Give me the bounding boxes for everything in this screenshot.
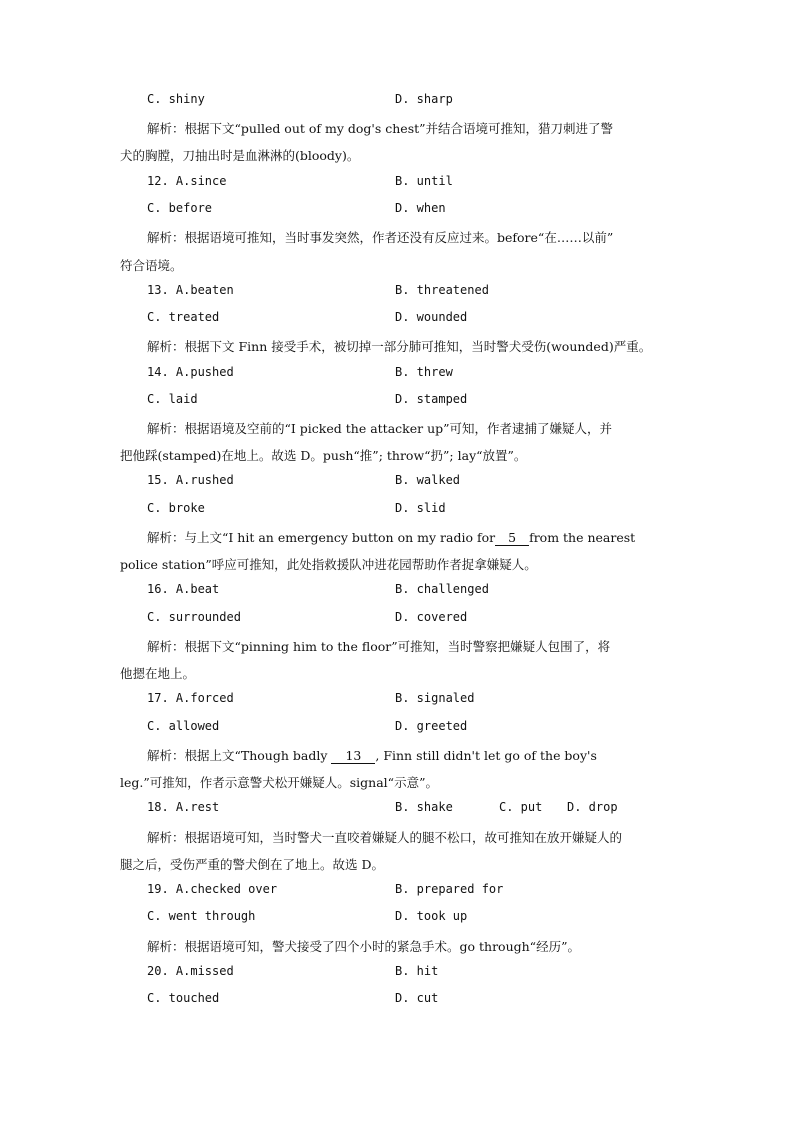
explanation-17-line1 bbox=[147, 746, 597, 764]
explanation-15-text-b: from the nearest bbox=[529, 530, 636, 545]
option-b: B. threw bbox=[395, 365, 453, 379]
explanation-17-line2: leg.”可推知，作者示意警犬松开嫌疑人。signal“示意”。 bbox=[120, 775, 438, 790]
option-d: D. slid bbox=[395, 501, 446, 515]
option-b: B. threatened bbox=[395, 283, 489, 297]
option-b: B. prepared for bbox=[395, 882, 504, 896]
option-c: C. before bbox=[147, 201, 213, 215]
explanation-13-line1: 解析：根据下文 Finn 接受手术，被切掉一部分肺可推知，当时警犬受伤(wounded)严重。 bbox=[147, 339, 652, 354]
explanation-19-line1: 解析：根据语境可知，警犬接受了四个小时的紧急手术。go through“经历”。 bbox=[147, 939, 580, 954]
explanation-15-line2: police station”呼应可推知，此处指救援队冲进花园帮助作者捉拿嫌疑人。 bbox=[120, 557, 537, 572]
explanation-12-line1: 解析：根据语境可推知，当时事发突然，作者还没有反应过来。before“在……以前” bbox=[147, 230, 614, 245]
option-b: B. walked bbox=[395, 473, 461, 487]
option-d: D. covered bbox=[395, 610, 468, 624]
option-d: D. drop bbox=[567, 800, 618, 814]
option-a: 17. A.forced bbox=[147, 691, 234, 705]
option-a: 14. A.pushed bbox=[147, 365, 234, 379]
explanation-11-line1: 解析：根据下文“pulled out of my dog's chest”并结合语境可推知，猎刀刺进了警 bbox=[147, 121, 614, 136]
option-d: D. when bbox=[395, 201, 446, 215]
explanation-11-line2: 犬的胸膛，刀抽出时是血淋淋的(bloody)。 bbox=[120, 148, 360, 163]
option-c: C. broke bbox=[147, 501, 205, 515]
option-a: 18. A.rest bbox=[147, 800, 220, 814]
explanation-18-line2: 腿之后，受伤严重的警犬倒在了地上。故选 D。 bbox=[120, 857, 384, 872]
explanation-15-text-a: 解析：与上文“I hit an emergency button on my radio for bbox=[147, 530, 496, 545]
option-c: C. treated bbox=[147, 310, 220, 324]
explanation-15-line1 bbox=[147, 528, 635, 546]
option-c: C. shiny bbox=[147, 92, 205, 106]
option-c: C. touched bbox=[147, 991, 220, 1005]
option-d: D. stamped bbox=[395, 392, 468, 406]
option-a: 13. A.beaten bbox=[147, 283, 234, 297]
option-a: 19. A.checked over bbox=[147, 882, 278, 896]
option-b: B. shake bbox=[395, 800, 453, 814]
option-b: B. hit bbox=[395, 964, 439, 978]
option-c: C. went through bbox=[147, 909, 256, 923]
option-d: D. cut bbox=[395, 991, 439, 1005]
blank-13: 13 bbox=[331, 748, 375, 764]
blank-5: 5 bbox=[495, 530, 529, 546]
explanation-12-line2: 符合语境。 bbox=[120, 258, 183, 273]
explanation-14-line1: 解析：根据语境及空前的“I picked the attacker up”可知，作者逮捕了嫌疑人，并 bbox=[147, 421, 613, 436]
option-d: D. greeted bbox=[395, 719, 468, 733]
explanation-18-line1: 解析：根据语境可知，当时警犬一直咬着嫌疑人的腿不松口，故可推知在放开嫌疑人的 bbox=[147, 830, 623, 845]
option-a: 20. A.missed bbox=[147, 964, 234, 978]
option-a: 15. A.rushed bbox=[147, 473, 234, 487]
explanation-16-line1: 解析：根据下文“pinning him to the floor”可推知，当时警察把嫌疑人包围了，将 bbox=[147, 639, 611, 654]
option-d: D. took up bbox=[395, 909, 468, 923]
explanation-17-text-a: 解析：根据上文“Though badly bbox=[147, 748, 328, 763]
option-b: B. until bbox=[395, 174, 453, 188]
explanation-17-text-b: , Finn still didn't let go of the boy's bbox=[375, 748, 597, 763]
option-a: 16. A.beat bbox=[147, 582, 220, 596]
option-b: B. challenged bbox=[395, 582, 489, 596]
option-c: C. laid bbox=[147, 392, 198, 406]
option-d: D. wounded bbox=[395, 310, 468, 324]
option-a: 12. A.since bbox=[147, 174, 227, 188]
option-b: B. signaled bbox=[395, 691, 475, 705]
explanation-14-line2: 把他踩(stamped)在地上。故选 D。push“推”; throw“扔”; lay“放置”。 bbox=[120, 448, 527, 463]
option-c: C. surrounded bbox=[147, 610, 241, 624]
option-d: D. sharp bbox=[395, 92, 453, 106]
option-c: C. allowed bbox=[147, 719, 220, 733]
option-c: C. put bbox=[499, 800, 543, 814]
explanation-16-line2: 他摁在地上。 bbox=[120, 666, 196, 681]
